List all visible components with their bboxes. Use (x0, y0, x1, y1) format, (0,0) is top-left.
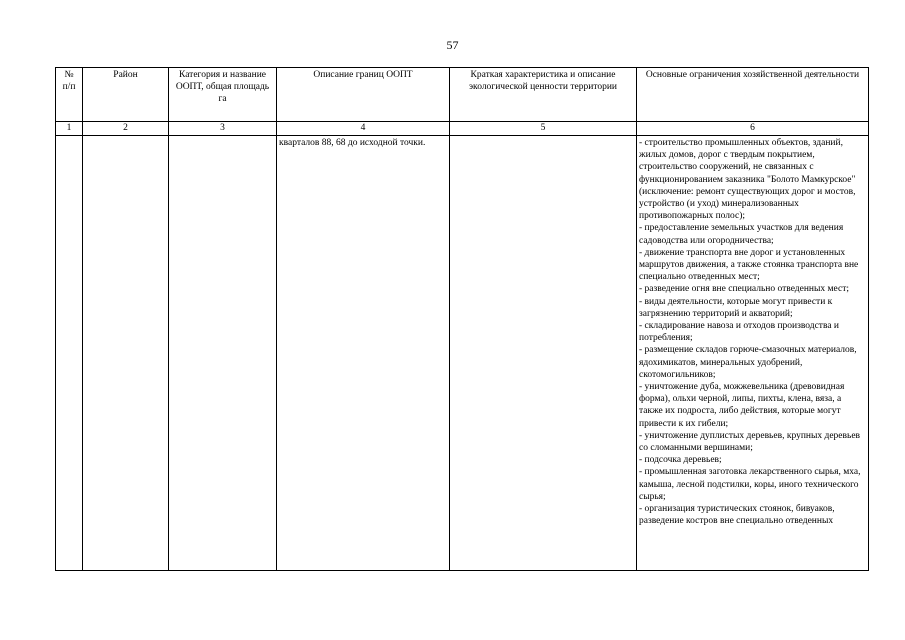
column-number-6: 6 (637, 122, 869, 136)
column-number-5: 5 (450, 122, 637, 136)
cell-boundaries: кварталов 88, 68 до исходной точки. (277, 136, 450, 571)
cell-district (83, 136, 169, 571)
header-cell-district (83, 68, 169, 122)
header-boundaries-label: Описание границ ООПТ (313, 70, 413, 80)
cell-characteristics (450, 136, 637, 571)
column-number-3: 3 (169, 122, 277, 136)
protected-areas-table (55, 67, 869, 571)
cell-category (169, 136, 277, 571)
column-number-row (56, 122, 869, 136)
cell-restrictions: - строительство промышленных объектов, зданий, жилых домов, дорог с твердым покрытием, строительство сооружений, не связанных с функционированием заказника "Болото Мамкурское" (исключение: ремонт существующих дорог и мостов, устройство (и уход) минерализованных противопожарных полос); - предоставление земельных участков для ведения садоводства или огородничества; - движение транспорта вне дорог и установленных маршрутов движения, а также стоянка транспорта вне специально отведенных мест; - разведение огня вне специально отведенных мест; - виды деятельности, которые могут привести к загрязнению территорий и акваторий; - складирование навоза и отходов производства и потребления; - размещение складов горюче-смазочных материалов, ядохимикатов, минеральных удобрений, скотомогильников; - уничтожение дуба, можжевельника (древовидная форма), ольхи черной, липы, пихты, клена, вяза, а также их подроста, либо действия, которые могут привести к их гибели; - уничтожение дуплистых деревьев, крупных деревьев со сломанными вершинами; - подсочка деревьев; - промышленная заготовка лекарственного сырья, мха, камыша, лесной подстилки, коры, иного технического сырья; - организация туристических стоянок, бивуаков, разведение костров вне специально отведенных (637, 136, 869, 571)
header-restrictions-label: Основные ограничения хозяйственной деятельности (645, 70, 860, 80)
table-row (56, 136, 869, 571)
header-cell-category (169, 68, 277, 122)
header-category-label: Категория и название ООПТ, общая площадь га (175, 70, 270, 105)
page-number: 57 (446, 38, 459, 52)
header-cell-number (56, 68, 83, 122)
header-cell-characteristics (450, 68, 637, 122)
column-number-1: 1 (56, 122, 83, 136)
cell-number (56, 136, 83, 571)
header-district-label: Район (113, 70, 138, 80)
header-cell-restrictions (637, 68, 869, 122)
header-cell-boundaries (277, 68, 450, 122)
header-number-label: № п/п (62, 70, 76, 93)
column-number-2: 2 (83, 122, 169, 136)
column-number-4: 4 (277, 122, 450, 136)
header-characteristics-label: Краткая характеристика и описание экологической ценности территории (468, 70, 618, 93)
header-row (56, 68, 869, 122)
